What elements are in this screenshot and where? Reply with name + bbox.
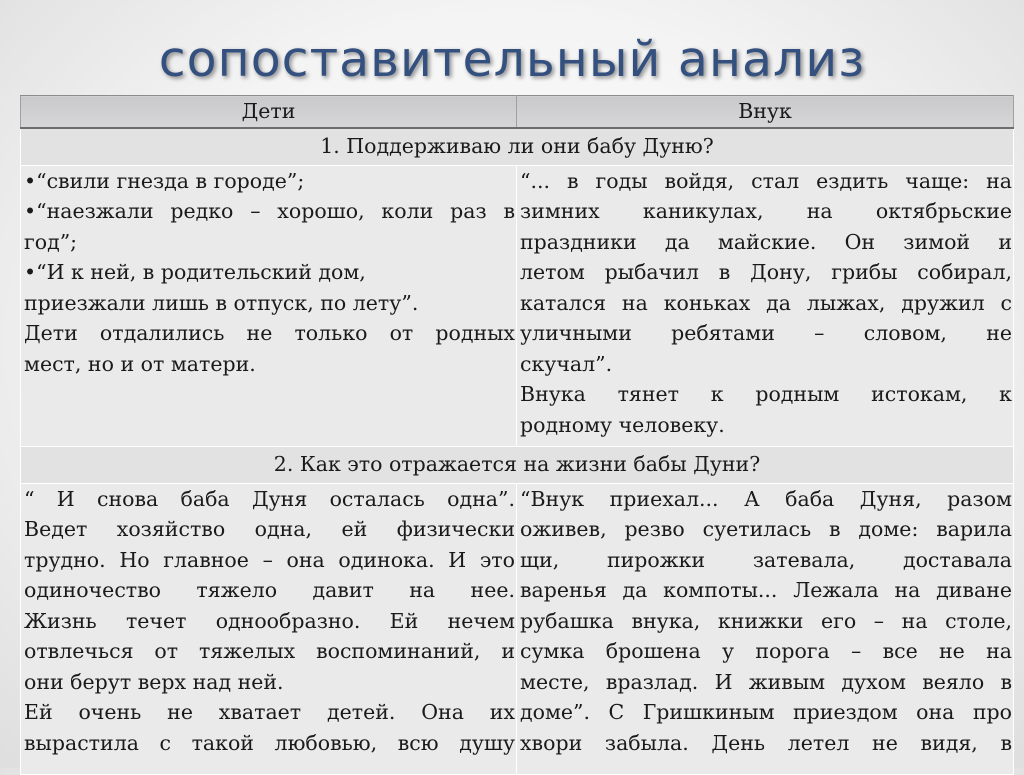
answer-row-1 <box>21 165 1014 446</box>
children-text-line: год”; <box>24 229 78 254</box>
grandson-text-line: месте, вразлад. И живым духом веяло в <box>520 669 1012 694</box>
grandson-text-line: варенья да компоты... Лежала на диване <box>520 578 1012 602</box>
grandson-text-line: зимних каникулах, на октябрьские <box>520 199 1012 223</box>
slide-title: сопоставительный анализ <box>158 31 866 88</box>
grandson-cell-2 <box>517 483 1014 774</box>
question-row-1 <box>21 128 1014 166</box>
grandson-cell-1 <box>517 165 1014 446</box>
grandson-text-line: скучал”. <box>520 351 613 376</box>
grandson-text-line: “... в годы войдя, стал ездить чаще: на <box>520 168 1012 193</box>
grandson-text-line: сумка брошена у порога – все не на <box>520 639 1012 663</box>
children-text-line: Ведет хозяйство одна, ей физически <box>24 517 515 541</box>
question-2: 2. Как это отражается на жизни бабы Дуни? <box>21 446 1014 483</box>
children-text-line: они берут верх над ней. <box>24 669 284 694</box>
header-grandson: Внук <box>517 96 1014 128</box>
grandson-text-line: уличными ребятами – словом, не <box>520 321 1012 345</box>
children-text-line: одиночество тяжело давит на нее. <box>24 578 515 602</box>
children-text-line: Дети отдалились не только от родных <box>24 321 515 345</box>
children-text-line: “ И снова баба Дуня осталась одна”. <box>24 486 515 511</box>
children-text-line: •“свили гнезда в городе”; <box>24 168 305 193</box>
comparison-table <box>20 95 1014 775</box>
children-text-line: вырастила с такой любовью, всю душу <box>24 730 515 755</box>
grandson-text-line: “Внук приехал... А баба Дуня, разом <box>520 486 1012 511</box>
question-1: 1. Поддерживаю ли они бабу Дуню? <box>21 128 1014 166</box>
header-children: Дети <box>21 96 517 128</box>
question-row-2 <box>21 446 1014 483</box>
children-cell-2 <box>21 483 517 774</box>
grandson-text-line: летом рыбачил в Дону, грибы собирал, <box>520 260 1012 284</box>
children-text-line: отвлечься от тяжелых воспоминаний, и <box>24 639 515 663</box>
grandson-text-line: хвори забыла. День летел не видя, в <box>520 730 1012 755</box>
children-text-line: Жизнь течет однообразно. Ей нечем <box>24 608 515 633</box>
grandson-text-line: катался на коньках да лыжах, дружил с <box>520 290 1012 315</box>
grandson-text-line: праздники да майские. Он зимой и <box>520 229 1012 254</box>
answer-row-2 <box>21 483 1014 774</box>
grandson-text-line: оживев, резво суетилась в доме: варила <box>520 517 1012 541</box>
grandson-text-line: Внука тянет к родным истокам, к <box>520 382 1012 406</box>
grandson-text-line: рубашка внука, книжки его – на столе, <box>520 608 1012 633</box>
children-cell-1 <box>21 165 517 446</box>
grandson-text-line: родному человеку. <box>520 412 725 437</box>
children-text-line: мест, но и от матери. <box>24 351 256 376</box>
children-text-line: •“наезжали редко – хорошо, коли раз в <box>24 199 515 223</box>
children-text-line: •“И к ней, в родительский дом, <box>24 260 366 284</box>
table-header-row <box>21 96 1014 128</box>
children-text-line: Ей очень не хватает детей. Она их <box>24 700 515 724</box>
children-text-line: трудно. Но главное – она одинока. И это <box>24 547 515 572</box>
children-text-line: приезжали лишь в отпуск, по лету”. <box>24 290 419 315</box>
grandson-text-line: щи, пирожки затевала, доставала <box>520 547 1012 572</box>
grandson-text-line: доме”. С Гришкиным приездом она про <box>520 700 1012 724</box>
